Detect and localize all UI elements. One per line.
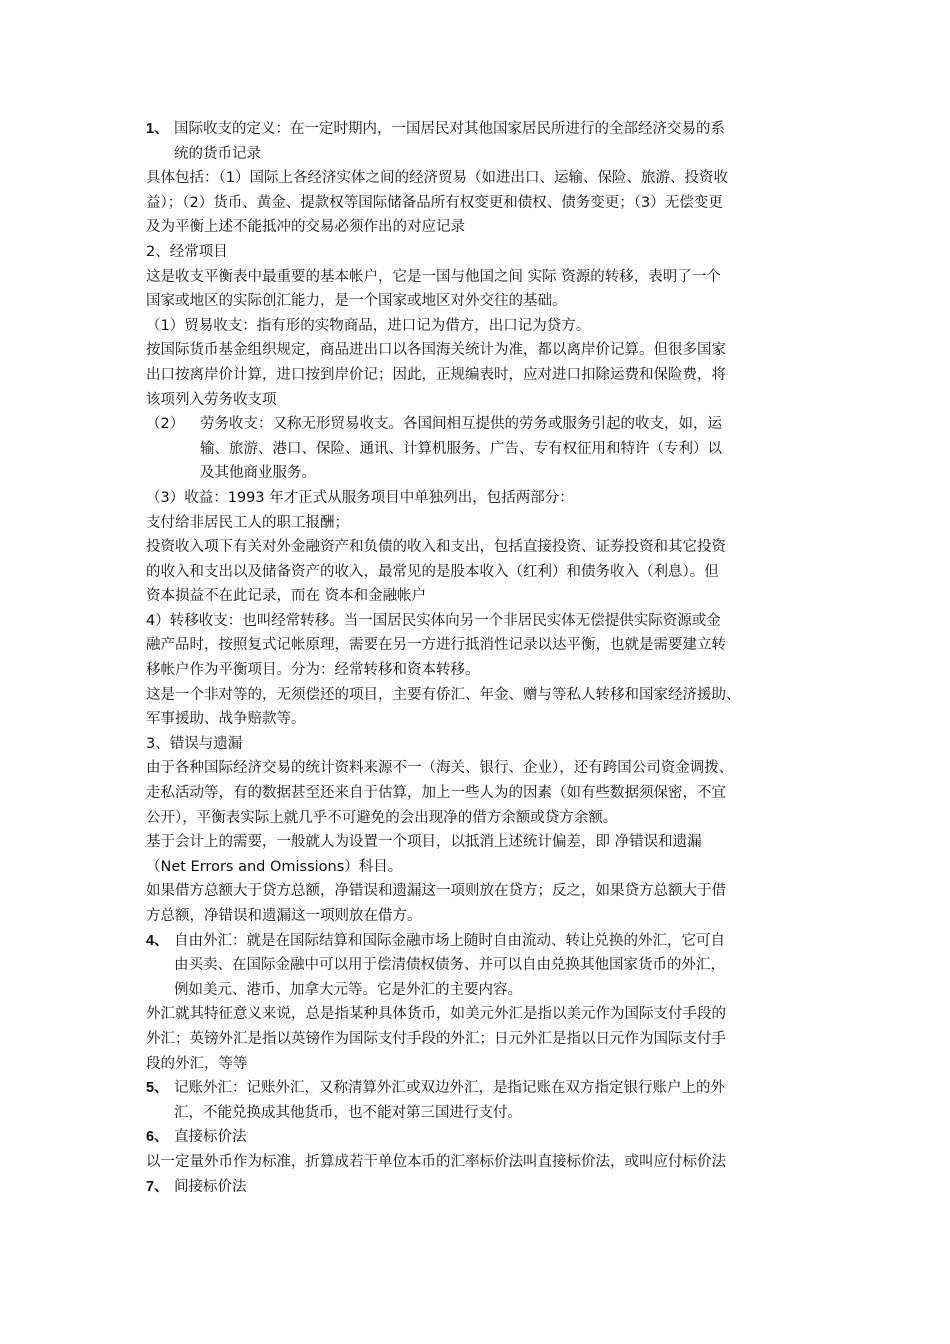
trade-balance-item: （1）贸易收支：指有形的实物商品，进口记为借方，出口记为贷方。 [146, 317, 591, 334]
text-line: 具体包括：（1）国际上各经济实体之间的经济贸易（如进出口、运输、保险、旅游、投资收 [146, 170, 728, 187]
text-line: 4）转移收支：也叫经常转移。当一国居民实体向另一个非居民实体无偿提供实际资源或金 [146, 612, 721, 629]
text-line: 如果借方总额大于贷方总额，净错误和遗漏这一项则放在贷方；反之，如果贷方总额大于借 [146, 883, 726, 900]
text-line: 外汇；英镑外汇是指以英镑作为国际支付手段的外汇；日元外汇是指以日元作为国际支付手 [146, 1030, 726, 1047]
paragraph-4 [146, 338, 811, 412]
text-line: 及为平衡上述不能抵冲的交易必须作出的对应记录 [146, 219, 465, 236]
section-3-heading: 3、错误与遗漏 [146, 735, 243, 752]
section-7-heading [146, 1175, 811, 1200]
section-number: 6、 [146, 1129, 169, 1146]
text-line: 由于各种国际经济交易的统计资料来源不一（海关、银行、企业），还有跨国公司资金调拨、 [146, 760, 734, 777]
text-line: 军事援助、战争赔款等。 [146, 711, 306, 728]
indirect-quotation-title: 间接标价法 [174, 1178, 247, 1195]
text-line: 汇，不能兑换成其他货币，也不能对第三国进行支付。 [174, 1104, 522, 1121]
text-line: 由买卖、在国际金融中可以用于偿清债权债务、并可以自由兑换其他国家货币的外汇， [174, 957, 725, 974]
transfer-balance-item [146, 609, 811, 683]
section-number: 4、 [146, 932, 169, 949]
paragraph-13 [146, 879, 811, 928]
text-line: 按国际货币基金组织规定，商品进出口以各国海关统计为准，都以离岸价记算。但很多国家 [146, 342, 726, 359]
paragraph-10 [146, 683, 811, 732]
text-line: 融产品时，按照复式记帐原理，需要在另一方进行抵消性记录以达平衡，也就是需要建立转 [146, 637, 726, 654]
paragraph-12 [146, 830, 811, 879]
section-6-heading [146, 1125, 811, 1150]
section-number: 7、 [146, 1178, 169, 1195]
section-4-line-1 [146, 929, 811, 954]
text-line: 该项列入劳务收支项 [146, 391, 277, 408]
text-line: 支付给非居民工人的职工报酬； [146, 514, 349, 531]
text-line: 移帐户作为平衡项目。分为：经常转移和资本转移。 [146, 662, 480, 679]
text-line: 出口按离岸价计算，进口按到岸价记；因此，正规编表时，应对进口扣除运费和保险费，将 [146, 366, 726, 383]
text-line: 例如美元、港币、加拿大元等。它是外汇的主要内容。 [174, 981, 522, 998]
text-line: 国家或地区的实际创汇能力，是一个国家或地区对外交往的基础。 [146, 293, 567, 310]
clearing-exchange-text: 记账外汇：记账外汇，又称清算外汇或双边外汇，是指记账在双方指定银行账户上的外 [174, 1080, 725, 1097]
section-5-line-1 [146, 1076, 811, 1101]
service-balance-text: 劳务收支：又称无形贸易收支。各国间相互提供的劳务或服务引起的收支，如，运 [200, 416, 722, 433]
section-number: 5、 [146, 1080, 169, 1097]
section-1-line-2: 统的货币记录 [174, 145, 261, 162]
text-line: 这是一个非对等的，无须偿还的项目，主要有侨汇、年金、赠与等私人转移和国家经济援助、 [146, 686, 741, 703]
service-balance-item [146, 412, 811, 486]
text-line: 资本损益不在此记录，而在 资本和金融帐户 [146, 588, 427, 605]
text-line: 走私活动等，有的数据甚至还来自于估算，加上一些人为的因素（如有些数据须保密，不宜 [146, 785, 726, 802]
text-line: 段的外汇，等等 [146, 1055, 248, 1072]
paragraph-8 [146, 535, 811, 609]
item-label: （2） [146, 416, 185, 433]
text-line: （Net Errors and Omissions）科目。 [146, 858, 403, 875]
section-5 [146, 1076, 811, 1125]
section-1-line-1 [146, 117, 811, 142]
text-line: 方总额，净错误和遗漏这一项则放在借方。 [146, 908, 422, 924]
text-line: 外汇就其特征意义来说，总是指某种具体货币，如美元外汇是指以美元作为国际支付手段的 [146, 1006, 726, 1023]
text-line [146, 412, 811, 437]
section-number: 1、 [146, 121, 169, 137]
section-4 [146, 929, 811, 1003]
section-1 [146, 117, 811, 166]
text-line: 益）；（2）货币、黄金、提款权等国际储备品所有权变更和债权、债务变更；（3）无偿变更 [146, 194, 723, 211]
text-line: 输、旅游、港口、保险、通讯、计算机服务、广告、专有权征用和特许（专利）以 [200, 440, 722, 457]
paragraph-14 [146, 1002, 811, 1076]
free-exchange-text: 自由外汇：就是在国际结算和国际金融市场上随时自由流动、转让兑换的外汇，它可自 [174, 932, 725, 949]
text-line: 及其他商业服务。 [200, 465, 316, 482]
paragraph-2 [146, 265, 811, 314]
income-item: （3）收益：1993 年才正式从服务项目中单独列出，包括两部分： [146, 489, 574, 506]
text-line: 这是收支平衡表中最重要的基本帐户，它是一国与他国之间 实际 资源的转移，表明了一个 [146, 268, 721, 285]
paragraph-11 [146, 756, 811, 830]
text-line: 以一定量外币作为标准，折算成若干单位本币的汇率标价法叫直接标价法，或叫应付标价法 [146, 1153, 726, 1170]
text-line: 基于会计上的需要，一般就人为设置一个项目，以抵消上述统计偏差，即 净错误和遗漏 [146, 834, 702, 851]
text-line: 公开），平衡表实际上就几乎不可避免的会出现净的借方余额或贷方余额。 [146, 809, 618, 826]
text-line: 投资收入项下有关对外金融资产和负债的收入和支出，包括直接投资、证券投资和其它投资 [146, 539, 726, 556]
section-1-definition: 国际收支的定义：在一定时期内，一国居民对其他国家居民所进行的全部经济交易的系 [174, 121, 725, 137]
paragraph-1 [146, 166, 811, 240]
section-2-heading: 2、经常项目 [146, 243, 228, 260]
document-page [146, 117, 811, 1199]
text-line: 的收入和支出以及储备资产的收入，最常见的是股本收入（红利）和债务收入（利息）。但 [146, 563, 719, 580]
direct-quotation-title: 直接标价法 [174, 1129, 247, 1146]
